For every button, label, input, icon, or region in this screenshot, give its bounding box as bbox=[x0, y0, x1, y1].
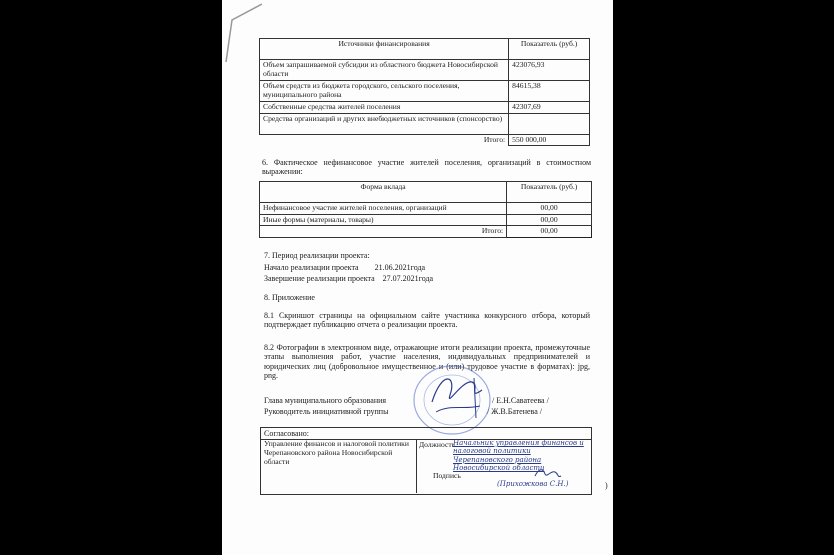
project-end-line bbox=[264, 274, 433, 283]
approval-col-divider bbox=[416, 439, 417, 493]
contribution-table bbox=[259, 181, 592, 238]
row-label: Объем запрашиваемой субсидии из областного бюджета Новосибирской области bbox=[260, 60, 509, 81]
column-header: Показатель (руб.) bbox=[507, 182, 592, 203]
table-total-row bbox=[260, 134, 590, 146]
leader-label: Руководитель инициативной группы bbox=[264, 407, 389, 416]
table-header-row bbox=[260, 39, 590, 60]
row-value: 00,00 bbox=[507, 214, 592, 226]
column-header: Форма вклада bbox=[260, 182, 507, 203]
column-header: Источники финансирования bbox=[260, 39, 509, 60]
position-handwritten: Начальник управления финансов и налоговой политики Черепановского района Новосибирской области bbox=[453, 439, 584, 473]
total-value: 550 000,00 bbox=[509, 134, 590, 146]
approval-title: Согласовано: bbox=[264, 429, 310, 438]
row-label: Объем средств из бюджета городского, сельского поселения, муниципального района bbox=[260, 81, 509, 102]
table-row bbox=[260, 203, 592, 215]
section-8-1-text: 8.1 Скриншот страницы на официальном сайте участника конкурсного отбора, который подтверждает публикацию отчета о реализации проекта. bbox=[264, 311, 590, 330]
financing-table bbox=[259, 38, 590, 146]
table-row bbox=[260, 113, 590, 134]
page-fold-shadow bbox=[222, 0, 262, 70]
total-label: Итого: bbox=[483, 134, 506, 144]
project-start-line bbox=[264, 263, 425, 272]
closing-paren: ) bbox=[605, 481, 608, 490]
approval-org: Управление финансов и налоговой политики Черепановского района Новосибирской области bbox=[264, 439, 409, 466]
end-date: 27.07.2021года bbox=[382, 274, 434, 283]
leader-name: / Ж.В.Батенева / bbox=[487, 407, 542, 416]
table-row bbox=[260, 60, 590, 81]
row-label: Собственные средства жителей поселения bbox=[260, 102, 509, 114]
column-header: Показатель (руб.) bbox=[509, 39, 590, 60]
position-label: Должность bbox=[419, 440, 456, 449]
section-7-title: 7. Период реализации проекта: bbox=[264, 251, 370, 260]
section-8-title: 8. Приложение bbox=[264, 293, 315, 302]
row-value bbox=[509, 113, 590, 134]
table-row bbox=[260, 81, 590, 102]
table-row bbox=[260, 102, 590, 114]
document-page bbox=[222, 0, 613, 555]
start-date: 21.06.2021года bbox=[374, 263, 426, 272]
row-value: 42307,69 bbox=[509, 102, 590, 114]
total-value: 00,00 bbox=[507, 226, 592, 238]
end-label: Завершение реализации проекта bbox=[264, 274, 375, 283]
table-row bbox=[260, 214, 592, 226]
signature-label: Подпись bbox=[433, 471, 461, 480]
head-label: Глава муниципального образования bbox=[264, 396, 387, 405]
start-label: Начало реализации проекта bbox=[264, 263, 359, 272]
row-value: 84615,38 bbox=[509, 81, 590, 102]
approval-signature bbox=[533, 466, 563, 480]
section-6-text: 6. Фактическое нефинансовое участие жителей поселения, организаций в стоимостном выражении: bbox=[262, 158, 591, 177]
approver-name-handwritten: (Прихожкова С.Н.) bbox=[497, 480, 569, 488]
row-label: Иные формы (материалы, товары) bbox=[260, 214, 507, 226]
section-8-2-text: 8.2 Фотографии в электронном виде, отражающие итоги реализации проекта, промежуточные этапы выполнения работ, участие населения, индивидуальных предпринимателей и юридических лиц (добровольное имущественное и (или) трудовое участие в форматах): jpg, png. bbox=[264, 343, 590, 381]
row-value: 00,00 bbox=[507, 203, 592, 215]
table-total-row bbox=[260, 226, 592, 238]
total-label: Итого: bbox=[260, 226, 507, 238]
row-label: Средства организаций и других внебюджетных источников (спонсорство) bbox=[260, 113, 509, 134]
table-header-row bbox=[260, 182, 592, 203]
head-name: / Е.Н.Саватеева / bbox=[492, 396, 549, 405]
row-value: 423076,93 bbox=[509, 60, 590, 81]
approval-box bbox=[260, 427, 608, 495]
row-label: Нефинансовое участие жителей поселения, организаций bbox=[260, 203, 507, 215]
